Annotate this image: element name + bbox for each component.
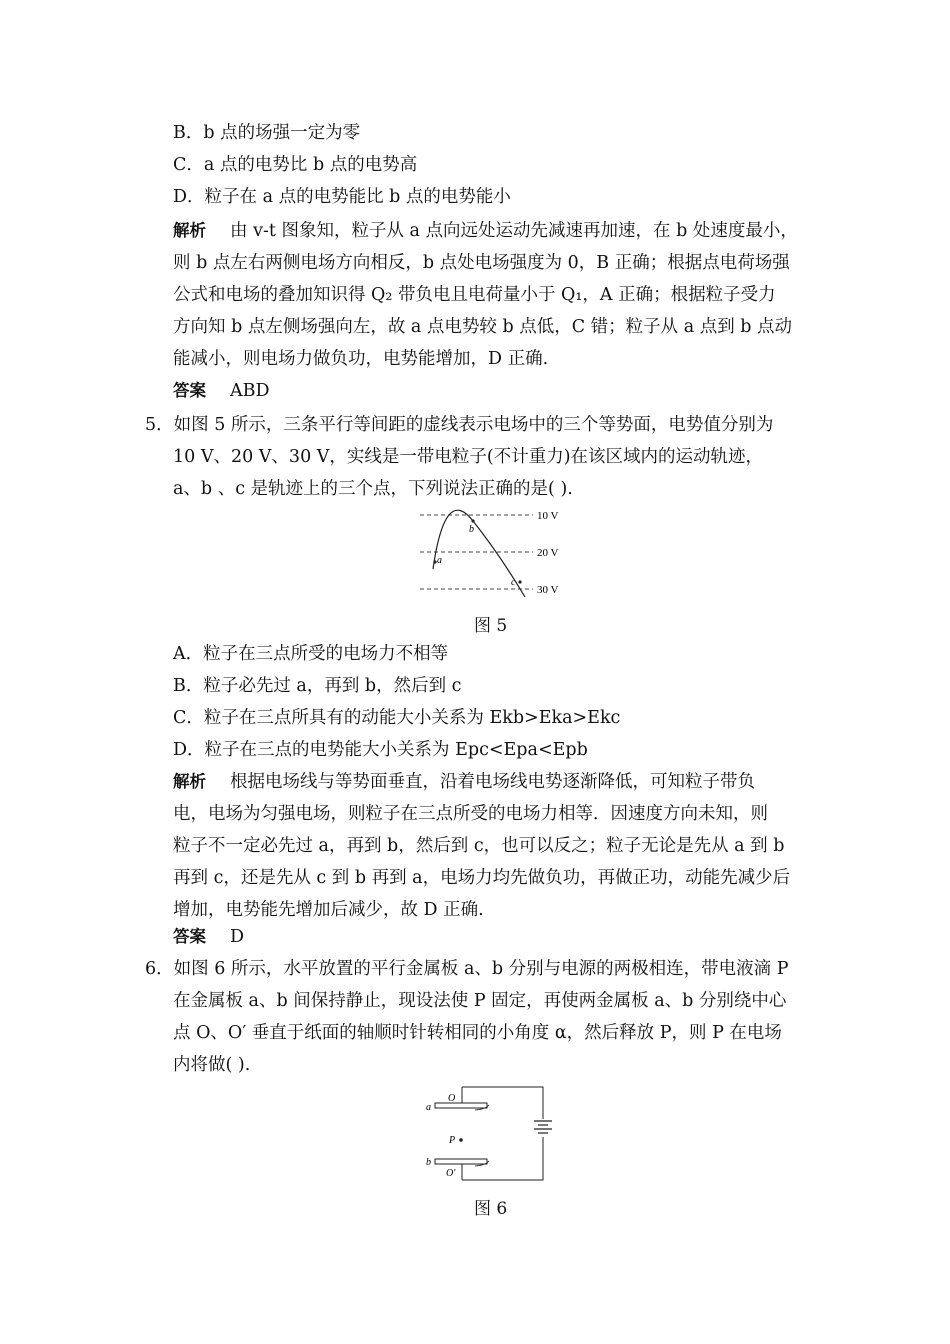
- label-20v: 20 V: [537, 547, 559, 559]
- q6-stem-line-2: 在金属板 a、b 间保持静止，现设法使 P 固定，再使两金属板 a、b 分别绕中心: [173, 991, 787, 1011]
- label-point-b: b: [469, 524, 474, 535]
- q4-analysis-line-3: 公式和电场的叠加知识得 Q₂ 带负电且电荷量小于 Q₁，A 正确；根据粒子受力: [173, 285, 776, 305]
- label-30v: 30 V: [537, 584, 559, 596]
- q4-option-c: C．a 点的电势比 b 点的电势高: [173, 155, 418, 175]
- q4-option-d: D．粒子在 a 点的电势能比 b 点的电势能小: [173, 187, 511, 207]
- q6-stem-line-4: 内将做( ).: [173, 1055, 251, 1075]
- q5-option-d: D．粒子在三点的电势能大小关系为 Epc<Epa<Epb: [173, 740, 588, 760]
- q5-stem-line-2: 10 V、20 V、30 V，实线是一带电粒子(不计重力)在该区域内的运动轨迹，: [173, 447, 764, 467]
- label-point-c: c: [511, 577, 516, 588]
- label-p: P: [449, 1135, 456, 1146]
- plate-b: [435, 1159, 487, 1164]
- q5-answer: D: [230, 927, 245, 947]
- q5-option-c: C．粒子在三点所具有的动能大小关系为 Ekb>Eka>Ekc: [173, 708, 621, 728]
- figure-6-caption: 图 6: [474, 1199, 508, 1219]
- label-point-a: a: [437, 555, 442, 566]
- q5-stem-line-3: a、b 、c 是轨迹上的三个点，下列说法正确的是( ).: [173, 479, 573, 499]
- label-10v: 10 V: [537, 510, 559, 522]
- q4-answer: ABD: [230, 381, 270, 401]
- q4-analysis-line-1: 由 v-t 图象知，粒子从 a 点向远处运动先减速再加速，在 b 处速度最小，: [230, 221, 798, 241]
- q5-analysis-line-5: 增加，电势能先增加后减少，故 D 正确.: [173, 900, 484, 920]
- plate-a: [435, 1103, 487, 1108]
- q5-option-b: B．粒子必先过 a，再到 b，然后到 c: [173, 676, 462, 696]
- q5-analysis-line-2: 电，电场为匀强电场，则粒子在三点所受的电场力相等．因速度方向未知，则: [173, 804, 768, 824]
- q4-analysis-label: 解析: [173, 221, 206, 240]
- label-center-o-prime: O′: [446, 1168, 456, 1179]
- q5-analysis-line-1: 根据电场线与等势面垂直，沿着电场线电势逐渐降低，可知粒子带负: [230, 772, 755, 792]
- q5-analysis-line-4: 再到 c，还是先从 c 到 b 再到 a，电场力均先做负功，再做正功，动能先减少后: [173, 868, 791, 888]
- label-plate-b: b: [426, 1157, 431, 1168]
- figure-6-diagram: [420, 1083, 555, 1185]
- q5-analysis-line-3: 粒子不一定必先过 a，再到 b，然后到 c，也可以反之；粒子无论是先从 a 到 b: [173, 836, 785, 856]
- label-plate-a: a: [426, 1102, 431, 1113]
- q5-option-a: A．粒子在三点所受的电场力不相等: [173, 644, 449, 664]
- figure-5-caption: 图 5: [474, 616, 508, 636]
- q4-answer-label: 答案: [173, 381, 206, 400]
- q5-stem-line-1: 5．如图 5 所示，三条平行等间距的虚线表示电场中的三个等势面，电势值分别为: [145, 415, 774, 435]
- point-b-dot: [471, 519, 474, 522]
- q4-option-b: B．b 点的场强一定为零: [173, 123, 361, 143]
- q4-analysis-line-5: 能减小，则电场力做负功，电势能增加，D 正确.: [173, 349, 549, 369]
- figure-5-diagram: [415, 505, 575, 600]
- point-c-dot: [518, 580, 521, 583]
- q6-stem-line-3: 点 O、O′ 垂直于纸面的轴顺时针转相同的小角度 α，然后释放 P，则 P 在电场: [173, 1023, 782, 1043]
- q5-analysis-label: 解析: [173, 772, 206, 791]
- q4-analysis-line-2: 则 b 点左右两侧电场方向相反，b 点处电场强度为 0，B 正确；根据点电荷场强: [173, 253, 790, 273]
- q6-stem-line-1: 6．如图 6 所示，水平放置的平行金属板 a、b 分别与电源的两极相连，带电液滴 P: [145, 959, 789, 979]
- q5-answer-label: 答案: [173, 927, 206, 946]
- q4-analysis-line-4: 方向知 b 点左侧场强向左，故 a 点电势较 b 点低，C 错；粒子从 a 点到 b 点动: [173, 317, 793, 337]
- droplet-p: [459, 1138, 463, 1142]
- label-center-o: O: [448, 1093, 456, 1104]
